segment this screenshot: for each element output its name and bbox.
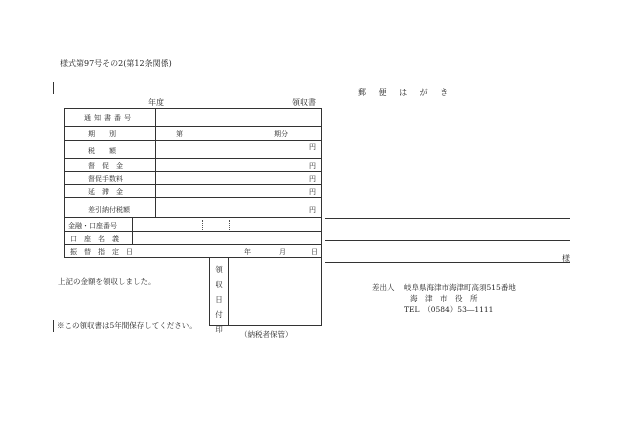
date-year: 年 — [244, 248, 251, 256]
arrears-label: 督 促 金 — [88, 162, 123, 170]
address-line — [325, 218, 570, 219]
retention-note: ※この領収書は5年間保存してください。 — [57, 321, 197, 330]
office-name: 海 津 市 役 所 — [410, 294, 478, 303]
left-marker — [53, 82, 54, 94]
notice-number-label: 通知書番号 — [84, 114, 134, 122]
date-month: 月 — [279, 248, 286, 256]
stamp-char: 付 — [215, 310, 223, 319]
stamp-label — [210, 262, 228, 337]
period-prefix: 第 — [176, 130, 183, 138]
period-label: 期 別 — [88, 130, 116, 138]
sender-address: 岐阜県海津市海津町高須515番地 — [404, 283, 516, 292]
date-day: 日 — [311, 248, 318, 256]
tax-amount-unit: 円 — [309, 143, 316, 151]
transfer-date-label: 振 替 指 定 日 — [70, 248, 133, 256]
sender-label: 差出人 — [372, 283, 395, 292]
stamp-char: 領 — [215, 265, 223, 274]
tax-amount-label: 税 額 — [88, 147, 116, 155]
taxpayer-copy: （納税者保管） — [240, 330, 293, 339]
postcard-title: 郵 便 は が き — [358, 88, 454, 97]
late-fee-unit: 円 — [309, 188, 316, 196]
year-label: 年度 — [148, 98, 164, 107]
sender-tel: TEL （0584）53―1111 — [404, 305, 494, 314]
address-line — [325, 262, 570, 263]
account-name-label: 口 座 名 義 — [70, 235, 119, 243]
sama-label: 様 — [562, 254, 570, 263]
stamp-char: 日 — [215, 295, 223, 304]
net-tax-unit: 円 — [309, 206, 316, 214]
bank-account-label: 金融・口座番号 — [68, 222, 117, 230]
net-tax-label: 差引納付税額 — [88, 206, 130, 214]
period-unit: 期分 — [274, 130, 288, 138]
received-note: 上記の金額を領収しました。 — [58, 277, 156, 286]
left-marker-bottom — [53, 320, 54, 332]
late-fee-label: 延 滞 金 — [88, 188, 123, 196]
stamp-char: 収 — [215, 280, 223, 289]
arrears-unit: 円 — [309, 162, 316, 170]
stamp-char: 印 — [215, 325, 223, 334]
fee-label: 督促手数料 — [88, 175, 123, 183]
form-id: 様式第97号その2(第12条関係) — [60, 59, 172, 68]
fee-unit: 円 — [309, 175, 316, 183]
address-line — [325, 240, 570, 241]
receipt-title: 領収書 — [292, 98, 316, 107]
